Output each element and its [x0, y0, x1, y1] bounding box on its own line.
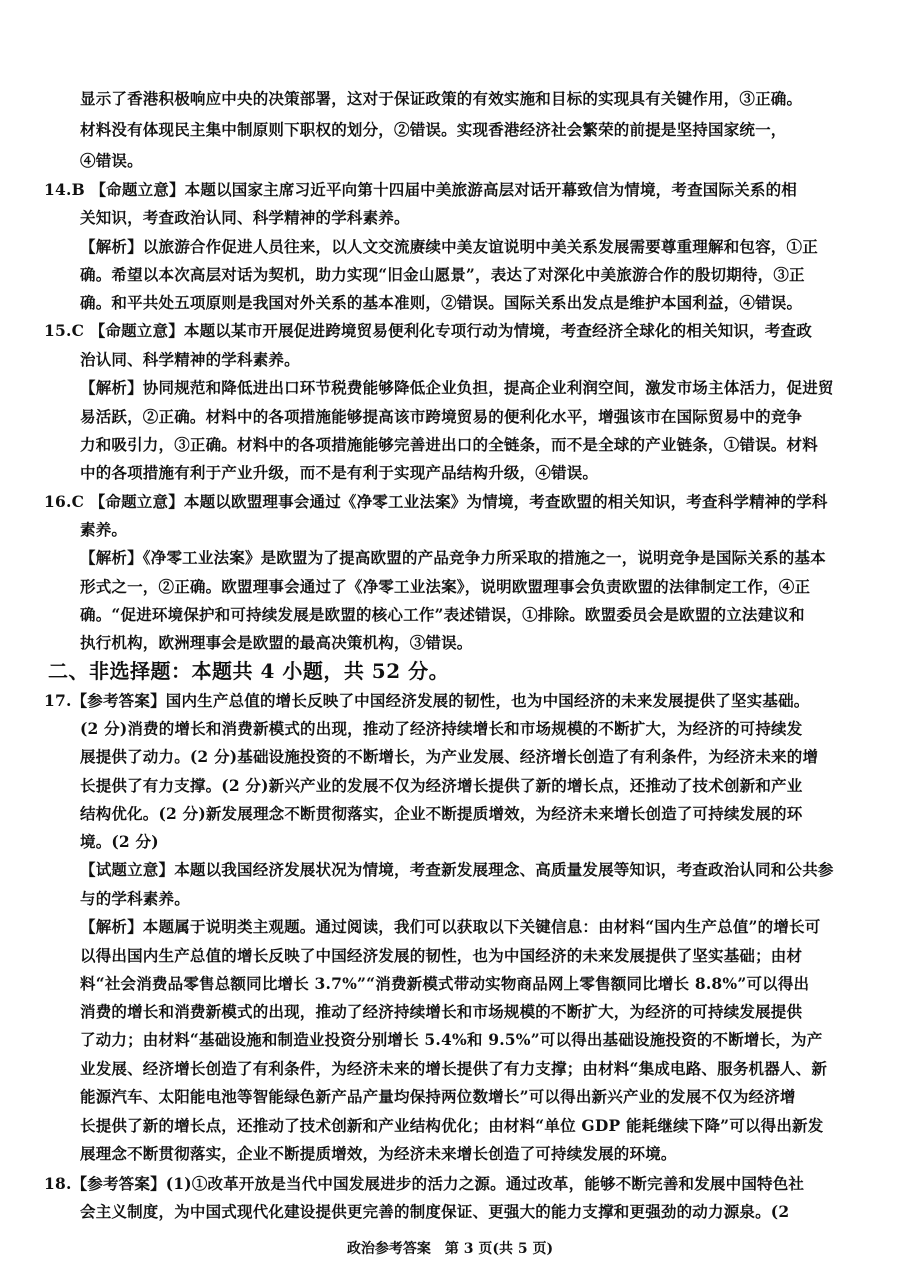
text-line: 显示了香港积极响应中央的决策部署，这对于保证政策的有效实施和目标的实现具有关键作用，③正确。: [80, 89, 803, 108]
text-line: 长提供了新的增长点，还推动了技术创新和产业结构优化；由材料“单位 GDP 能耗继续下降”可以得出新发: [80, 1116, 824, 1135]
text-line: 业发展、经济增长创造了有利条件，为经济未来的增长提供了有力支撑；由材料“集成电路、服务机器人、新: [80, 1059, 828, 1078]
question-17-analysis: 【解析】本题属于说明类主观题。通过阅读，我们可以获取以下关键信息：由材料“国内生产总值”的增长可: [80, 917, 821, 936]
text-line: 形式之一，②正确。欧盟理事会通过了《净零工业法案》，说明欧盟理事会负责欧盟的法律制定工作，④正: [80, 577, 811, 596]
text-line: 以得出国内生产总值的增长反映了中国经济发展的韧性，也为中国经济的未来发展提供了坚实基础；由材: [80, 946, 803, 965]
text-line: 结构优化。(2 分)新发展理念不断贯彻落实，企业不断提质增效，为经济未来增长创造了可持续发展的环: [80, 804, 803, 823]
text-line: 料“社会消费品零售总额同比增长 3.7%”“消费新模式带动实物商品网上零售额同比增长 8.8%”可以得出: [80, 974, 810, 993]
question-15-analysis: 【解析】协同规范和降低进出口环节税费能够降低企业负担，提高企业利润空间，激发市场主体活力，促进贸: [80, 378, 834, 397]
text-line: 素养。: [80, 520, 128, 539]
text-line: ④错误。: [80, 151, 143, 170]
text-line: 材料没有体现民主集中制原则下职权的划分，②错误。实现香港经济社会繁荣的前提是坚持国家统一，: [80, 120, 787, 139]
text-line: 确。希望以本次高层对话为契机，助力实现“旧金山愿景”，表达了对深化中美旅游合作的殷切期待，③正: [80, 265, 805, 284]
text-line: 能源汽车、太阳能电池等智能绿色新产品产量均保持两位数增长”可以得出新兴产业的发展不仅为经济增: [80, 1087, 796, 1106]
text-line: 境。(2 分): [80, 832, 159, 851]
question-17-intent: 【试题立意】本题以我国经济发展状况为情境，考查新发展理念、高质量发展等知识，考查政治认同和公共参: [80, 860, 834, 879]
text-line: 了动力；由材料“基础设施和制造业投资分别增长 5.4%和 9.5%”可以得出基础设施投资的不断增长，为产: [80, 1030, 823, 1049]
text-line: 治认同、科学精神的学科素养。: [80, 350, 300, 369]
text-line: 执行机构，欧洲理事会是欧盟的最高决策机构，③错误。: [80, 633, 473, 652]
text-line: 力和吸引力，③正确。材料中的各项措施能够完善进出口的全链条，而不是全球的产业链条，①错误。材料: [80, 435, 818, 454]
text-line: 确。“促进环境保护和可持续发展是欧盟的核心工作”表述错误，①排除。欧盟委员会是欧盟的立法建议和: [80, 605, 805, 624]
question-18-answer: 18.【参考答案】(1)①改革开放是当代中国发展进步的活力之源。通过改革，能够不断完善和发展中国特色社: [44, 1174, 805, 1193]
text-line: 长提供了有力支撑。(2 分)新兴产业的发展不仅为经济增长提供了新的增长点，还推动了技术创新和产业: [80, 776, 803, 795]
text-line: 确。和平共处五项原则是我国对外关系的基本准则，②错误。国际关系出发点是维护本国利益，④错误。: [80, 293, 803, 312]
page-footer: 政治参考答案 第 3 页(共 5 页): [346, 1241, 554, 1257]
text-line: (2 分)消费的增长和消费新模式的出现，推动了经济持续增长和市场规模的不断扩大，为经济的可持续发: [80, 719, 803, 738]
question-14-intent: 14.B 【命题立意】本题以国家主席习近平向第十四届中美旅游高层对话开幕致信为情境，考查国际关系的相: [44, 180, 797, 199]
question-15-intent: 15.C 【命题立意】本题以某市开展促进跨境贸易便利化专项行动为情境，考查经济全球化的相关知识，考查政: [44, 321, 812, 340]
text-line: 展提供了动力。(2 分)基础设施投资的不断增长，为产业发展、经济增长创造了有利条件，为经济未来的增: [80, 747, 819, 766]
question-16-analysis: 【解析】《净零工业法案》是欧盟为了提高欧盟的产品竞争力所采取的措施之一，说明竞争是国际关系的基本: [80, 548, 826, 567]
question-14-analysis: 【解析】以旅游合作促进人员往来，以人文交流赓续中美友谊说明中美关系发展需要尊重理解和包容，①正: [80, 237, 818, 256]
question-16-intent: 16.C 【命题立意】本题以欧盟理事会通过《净零工业法案》为情境，考查欧盟的相关知识，考查科学精神的学科: [44, 492, 828, 511]
text-line: 易活跃，②正确。材料中的各项措施能够提高该市跨境贸易的便利化水平，增强该市在国际贸易中的竞争: [80, 407, 803, 426]
text-line: 会主义制度，为中国式现代化建设提供更完善的制度保证、更强大的能力支撑和更强劲的动力源泉。(2: [80, 1202, 790, 1221]
question-17-answer: 17.【参考答案】国内生产总值的增长反映了中国经济发展的韧性，也为中国经济的未来发展提供了坚实基础。: [44, 691, 810, 710]
section-heading: 二、非选择题：本题共 4 小题，共 52 分。: [48, 659, 450, 683]
text-line: 与的学科素养。: [80, 889, 190, 908]
text-line: 中的各项措施有利于产业升级，而不是有利于实现产品结构升级，④错误。: [80, 463, 599, 482]
text-line: 关知识，考查政治认同、科学精神的学科素养。: [80, 208, 410, 227]
text-line: 消费的增长和消费新模式的出现，推动了经济持续增长和市场规模的不断扩大，为经济的可持续发展提供: [80, 1002, 803, 1021]
text-line: 展理念不断贯彻落实，企业不断提质增效，为经济未来增长创造了可持续发展的环境。: [80, 1144, 677, 1163]
